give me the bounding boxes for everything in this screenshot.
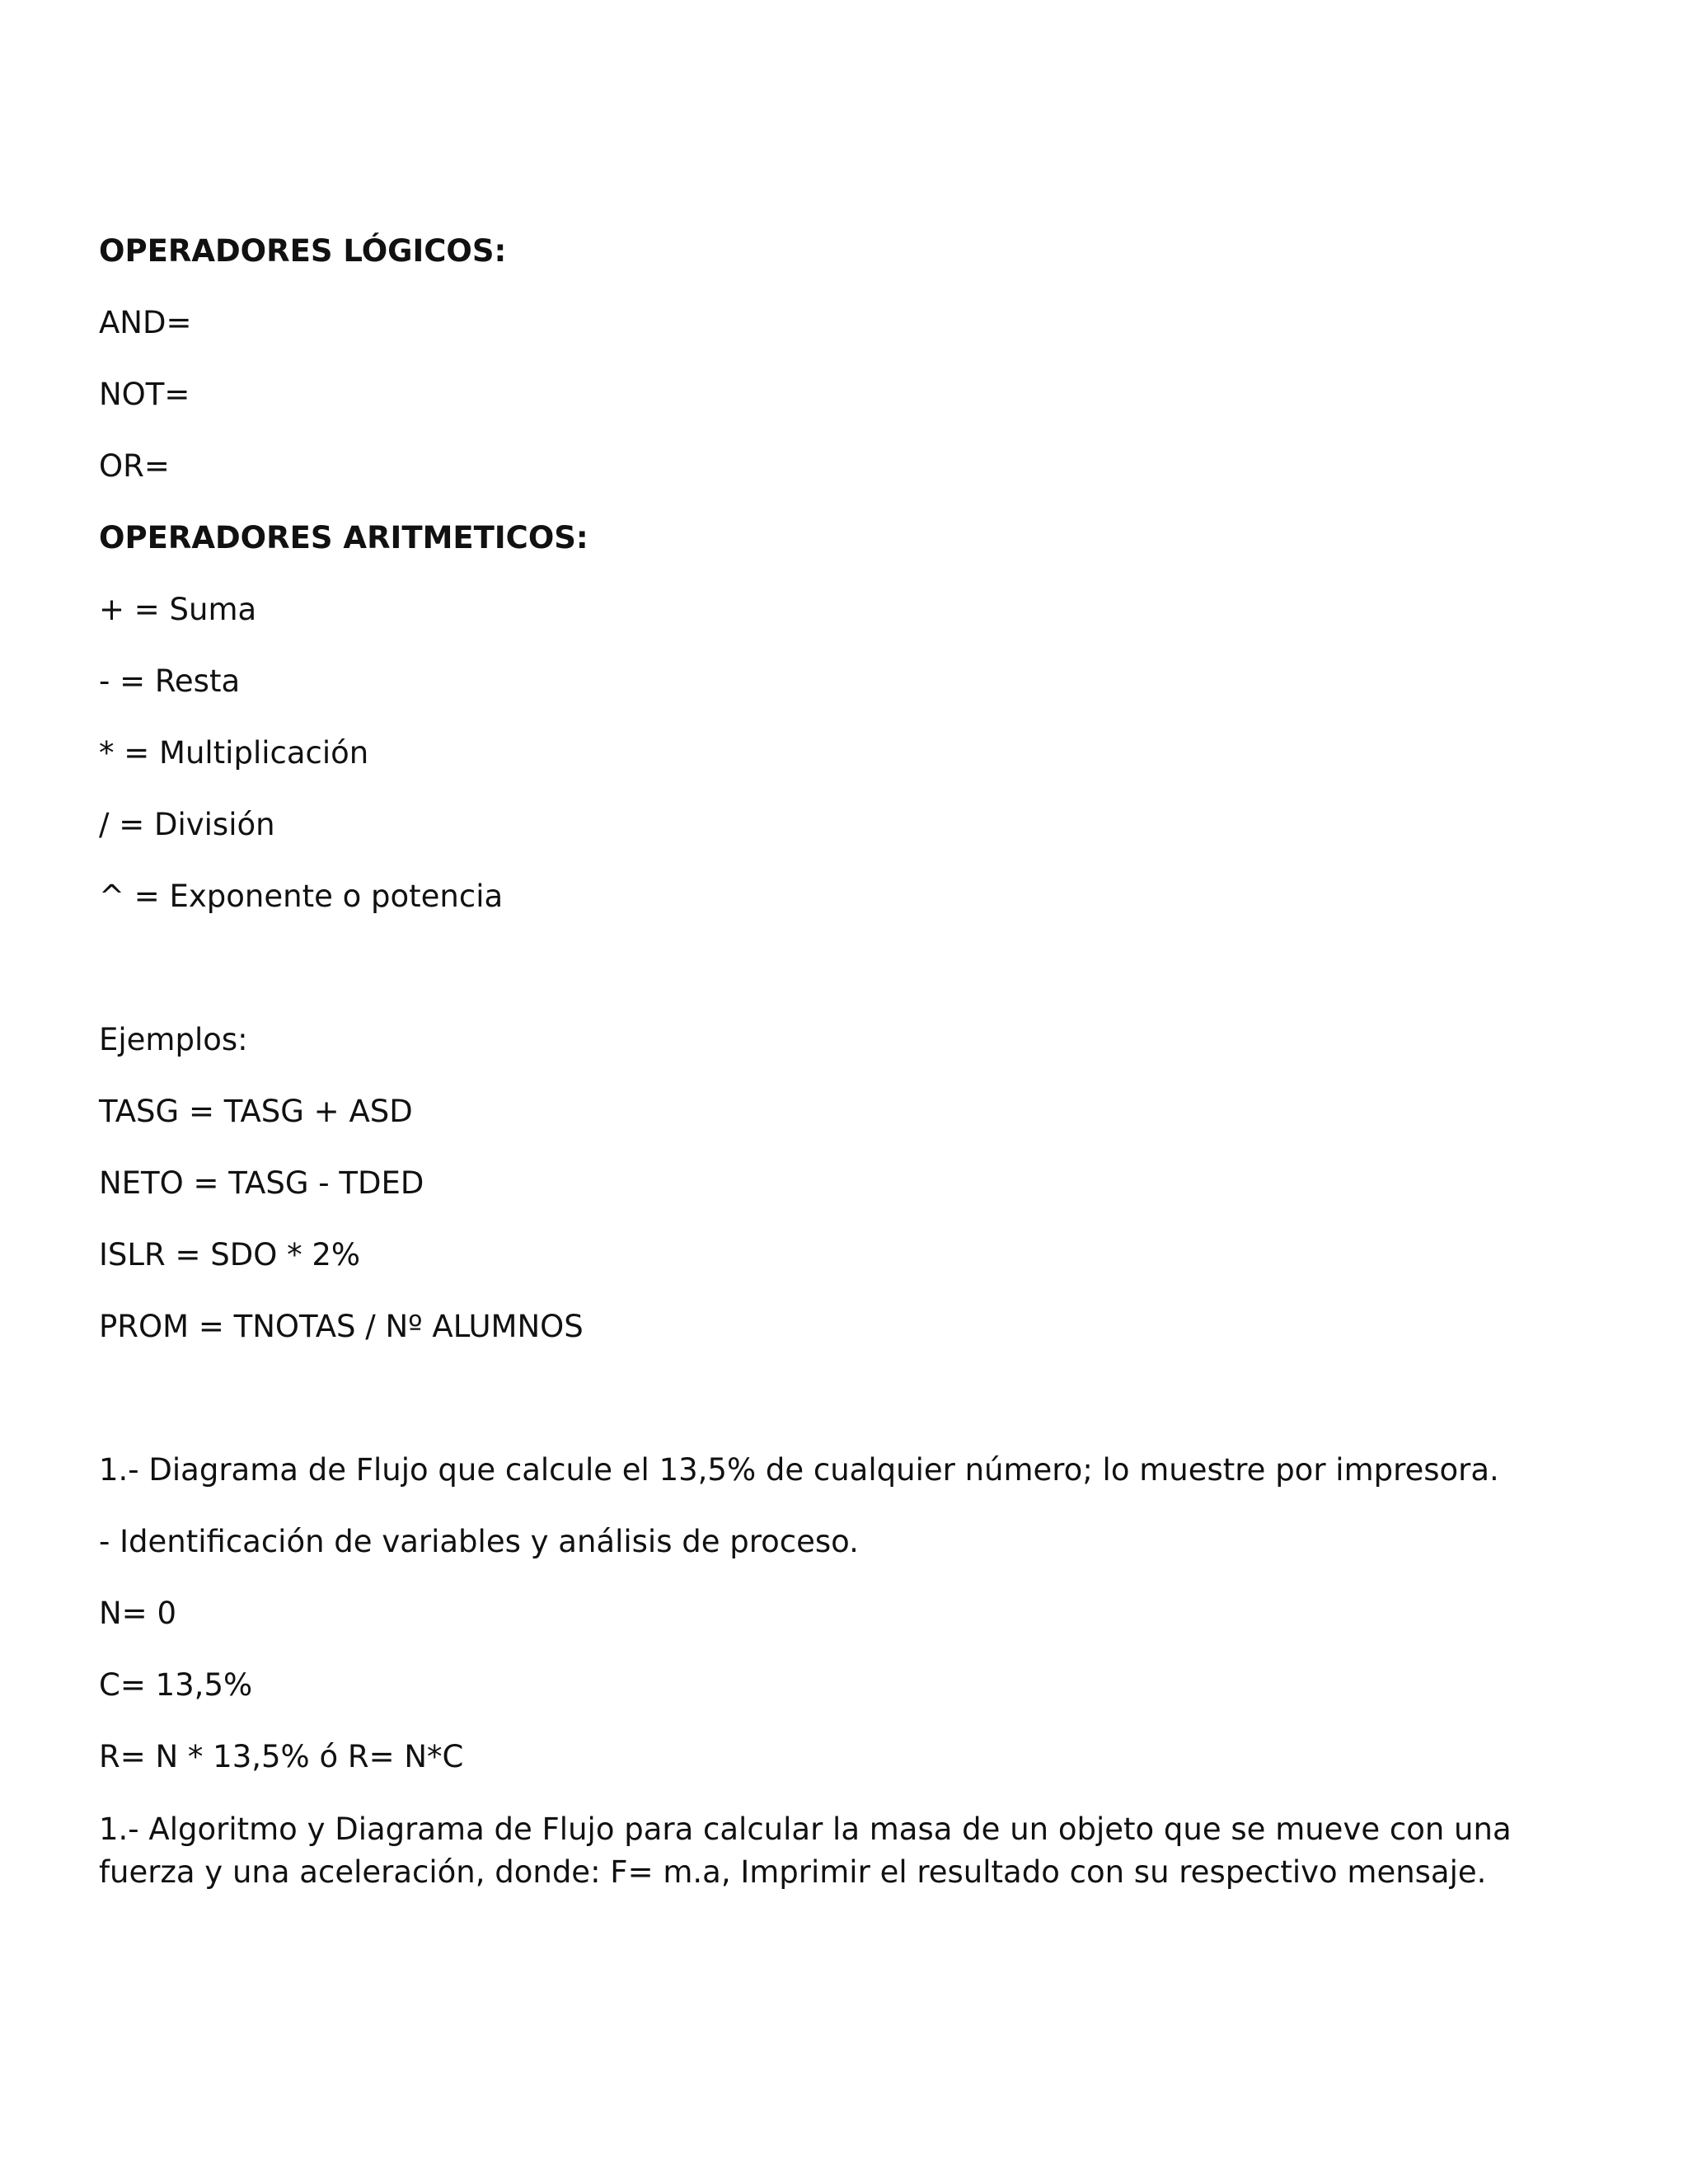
exercise-1-variable: R= N * 13,5% ó R= N*C bbox=[99, 1739, 464, 1774]
logical-operators-heading: OPERADORES LÓGICOS: bbox=[99, 233, 507, 269]
arithmetic-operator-sum: + = Suma bbox=[99, 592, 257, 627]
example-item: TASG = TASG + ASD bbox=[99, 1094, 413, 1129]
exercise-2-statement: 1.- Algoritmo y Diagrama de Flujo para calcular la masa de un objeto que se mueve con una fuerza y una aceleración, donde: F= m.a, Imprimir el resultado con su respectivo mensaje. bbox=[99, 1811, 1512, 1890]
arithmetic-operator-exponent: ^ = Exponente o potencia bbox=[99, 879, 504, 914]
logical-operator-not: NOT= bbox=[99, 377, 190, 412]
example-item: ISLR = SDO * 2% bbox=[99, 1237, 361, 1272]
logical-operator-or: OR= bbox=[99, 448, 170, 484]
arithmetic-operator-multiplication: * = Multiplicación bbox=[99, 735, 369, 771]
example-item: NETO = TASG - TDED bbox=[99, 1165, 424, 1201]
example-item: PROM = TNOTAS / Nº ALUMNOS bbox=[99, 1309, 584, 1344]
arithmetic-operator-subtraction: - = Resta bbox=[99, 663, 241, 699]
exercise-1-variable: C= 13,5% bbox=[99, 1667, 253, 1703]
exercise-1-statement: 1.- Diagrama de Flujo que calcule el 13,5% de cualquier número; lo muestre por impresora. bbox=[99, 1452, 1499, 1488]
exercise-1-subheading: - Identificación de variables y análisis de proceso. bbox=[99, 1524, 859, 1559]
arithmetic-operators-heading: OPERADORES ARITMETICOS: bbox=[99, 520, 588, 555]
exercise-1-variable: N= 0 bbox=[99, 1596, 176, 1631]
examples-heading: Ejemplos: bbox=[99, 1022, 248, 1057]
logical-operator-and: AND= bbox=[99, 305, 192, 340]
arithmetic-operator-division: / = División bbox=[99, 807, 275, 842]
